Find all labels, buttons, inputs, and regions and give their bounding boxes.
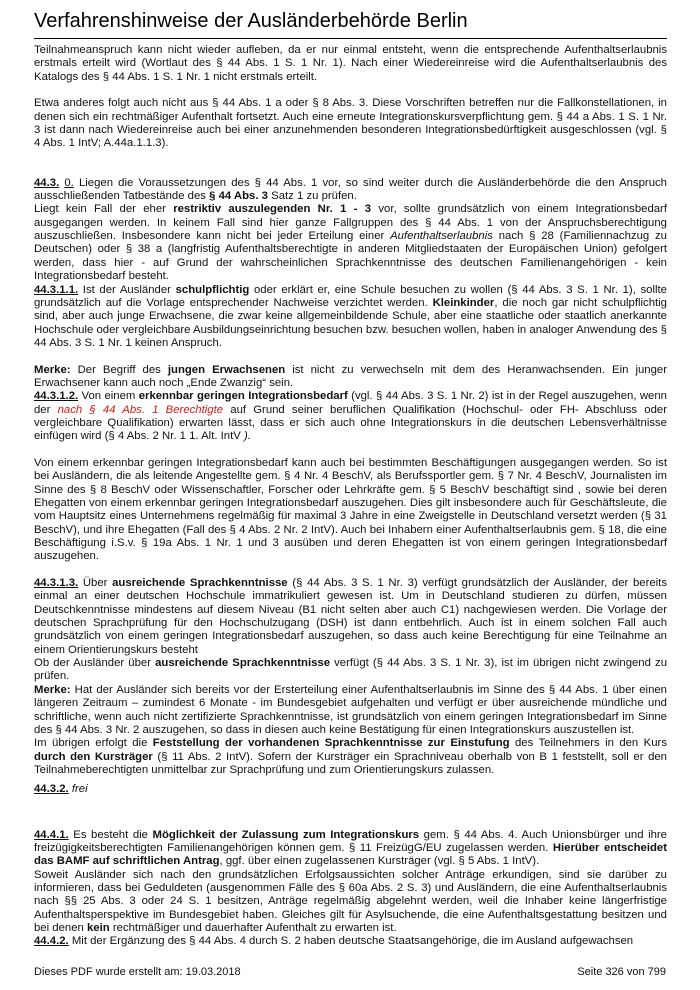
text: Hat der Ausländer sich bereits vor der Ersterteilung einer Aufenthaltserlaubnis im Sinne des § 44 Abs. 1 über einen längeren Zeitraum – zumindest 6 Monate - im Bundesgebiet aufgehalten und verfügt er über ausreichende mündliche und schriftliche, wenn auch nicht zertifizierte Sprachkenntnisse, ist grundsätzlich von einem geringen Integrationsbedarf im Sinne des § 44 Abs. 3 Nr. 2 auszugehen, so dass in diesen auch keine Bestätigung für einen Integrationskurs auszustellen ist. bbox=[34, 683, 667, 736]
text: verfügt (§ 44 Abs. 3 S. 1 Nr. 3), ist im übrigen nicht zwingend zu prüfen. bbox=[34, 657, 668, 683]
italic-text: ). bbox=[243, 430, 251, 443]
text: rechtmäßiger und dauerhafter Aufenthalt zu erwarten ist. bbox=[109, 921, 397, 934]
italic-text: frei bbox=[68, 783, 88, 796]
text: oder erklärt er, eine Schule besuchen zu wollen (§ 44 Abs. 3 S. 1 Nr. 1), sollte grundsätzlich auf die Vorlage entsprechender Nachweise verzichtet werden. bbox=[34, 283, 667, 309]
bold-text: jungen Erwachsenen bbox=[167, 363, 286, 376]
section-number: 44.3.1.2. bbox=[34, 390, 79, 403]
text: Soweit Ausländer sich nach den grundsätzlichen Erfolgsaussichten solcher Anträge erkundigen, sind sie darüber zu informieren, dass bei Geduldeten (ausgenommen Fälle des § 60a Abs. 2 S. 3) und Ausländern, die eine Aufenthaltserlaubnis nach §§ 25 Abs. 3 oder 24 S. 1 besitzen, Anträge regelmäßig abgelehnt werden, weil die Inhaber keine längerfristige Aufenthaltsperspektive im Bundesgebiet haben. Gleiches gilt für Asylsuchende, die eine Aufenthaltsgestattung besitzen und bei denen bbox=[34, 868, 667, 934]
bold-text: § 44 Abs. 3 bbox=[209, 190, 268, 203]
text: (§ 44 Abs. 3 S. 1 Nr. 3) verfügt grundsätzlich der Ausländer, der bereits einmal an einer deutschen Hochschule immatrikuliert gewesen ist. Um in Deutschland studieren zu dürfen, müssen Deutschkenntnisse mindestens auf diesem Niveau (B1 nicht selten aber auch C1) nachgewiesen werden. Die Vorlage der deutschen Sprachprüfung für den Hochschulzugang (DSH) ist dann entbehrlich. Auch ist in einem solchen Fall auch grundsätzlich von einem geringen Integrationsbedarf auszugehen, so dass auch keine Berechtigung für eine Teilnahme an einem Orientierungskurs besteht bbox=[34, 577, 667, 656]
section-number: 44.3.1.3. bbox=[34, 577, 79, 590]
text: Liegt kein Fall der eher bbox=[34, 203, 174, 216]
bold-text: Kleinkinder bbox=[432, 296, 495, 309]
section-44-3-1-1 bbox=[34, 284, 667, 351]
text: Im übrigen erfolgt die bbox=[34, 737, 153, 750]
text: , ggf. über einen zugelassenen Kursträger (vgl. § 5 Abs. 1 IntV). bbox=[219, 855, 540, 868]
bold-text: ausreichende Sprachkenntnisse bbox=[112, 577, 288, 590]
bold-text: erkennbar geringen Integrationsbedarf bbox=[138, 390, 348, 403]
section-number: 44.4.1. bbox=[34, 828, 69, 841]
red-inserted-text: nach § 44 Abs. 1 Berechtigte bbox=[57, 403, 224, 416]
section-number: 44.3.2. bbox=[34, 783, 69, 796]
section-number: 44.3. bbox=[34, 176, 60, 189]
text: vor, sollte grundsätzlich von einem Integrationsbedarf ausgegangen werden. In keinem Fall sind hier ganze Fallgruppen des § 44 Abs. 1 von der Anspruchsberechtigung auszuschließen. Insbesondere kann nicht bei jeder Erteilung einer bbox=[34, 203, 667, 243]
text: (§ 11 Abs. 2 IntV). Sofern der Kursträger ein Sprachniveau oberhalb von B 1 feststellt, soll er den Teilnahmeberechtigten unmittelbar zur Sprachprüfung und zum Orientierungskurs zulassen. bbox=[34, 750, 667, 776]
merke-junge-erwachsene bbox=[34, 364, 667, 391]
text: des Teilnehmers in den Kurs bbox=[509, 737, 667, 750]
title-divider bbox=[34, 38, 667, 39]
footer-created-date: Dieses PDF wurde erstellt am: 19.03.2018 bbox=[34, 966, 241, 978]
text: Es besteht die bbox=[68, 828, 153, 841]
text: Satz 1 zu prüfen. bbox=[267, 190, 357, 203]
section-44-3-2 bbox=[34, 783, 667, 796]
section-44-3 bbox=[34, 177, 667, 284]
footer-page-number: Seite 326 von 799 bbox=[577, 966, 666, 978]
text: Ist der Ausländer bbox=[78, 283, 176, 296]
text: Ob der Ausländer über bbox=[34, 657, 156, 670]
bold-text: ausreichende Sprachkenntnisse bbox=[155, 657, 331, 670]
bold-text: restriktiv auszulegenden Nr. 1 - 3 bbox=[173, 203, 372, 216]
paragraph-teilnahmeanspruch: Teilnahmeanspruch kann nicht wieder aufleben, da er nur einmal entsteht, wenn die entsprechende Aufenthaltserlaubnis erstmals erteilt wird (Wortlaut des § 44 Abs. 1 S. 1 Nr. 1). Nach einer Wiedereinreise wird die Aufenthaltserlaubnis des Katalogs des § 44 Abs. 1 S. 1 Nr. 1 nicht erstmals erteilt. bbox=[34, 44, 667, 83]
paragraph-beschaeftigungen: Von einem erkennbar geringen Integrationsbedarf kann auch bei bestimmten Beschäftigungen ausgegangen werden. So ist bei Ausländern, die als leitende Angestellte gem. § 4 Nr. 4 BeschV, als Berufssportler gem. § 7 Nr. 4 BeschV, Journalisten im Sinne des § 8 BeschV oder Wissenschaftler, Forscher oder Lehrkräfte gem. § 5 BeschV beschäftigt sind , sowie bei deren Ehegatten von einem erkennbar geringen Integrationsbedarf auszugehen. Dies gilt insbesondere auch für Geschäftsleute, die vom Hauptsitz eines Unternehmens regelmäßig für maximal 3 Jahre in eine Zweigstelle in Deutschland versetzt werden (§ 31 BeschV), und ihre Ehegatten (Fall des § 4 Abs. 2 Nr. 2 IntV). Auch bei Inhabern einer Aufenthaltserlaubnis gem. § 18, die eine Beschäftigung i.S.v. § 19a Abs. 1 Nr. 1 und 3 ausüben und deren Ehegatten ist von einem geringen Integrationsbedarf auszugehen. bbox=[34, 456, 667, 563]
text: Von einem bbox=[78, 390, 139, 403]
document-body bbox=[34, 44, 667, 949]
bold-text: Feststellung der vorhandenen Sprachkenntnisse zur Einstufung bbox=[152, 737, 510, 750]
bold-text: schulpflichtig bbox=[175, 283, 250, 296]
text: Mit der Ergänzung des § 44 Abs. 4 durch S. 2 haben deutsche Staatsangehörige, die im Ausland aufgewachsen bbox=[68, 935, 634, 948]
subsection-number: 0. bbox=[64, 176, 74, 189]
text: auf Grund seiner beruflichen Qualifikation (Hochschul- oder FH- Abschluss oder vergleichbare Qualifikation) erwarten lässt, dass er sich auch ohne Integrationskurs in die deutschen Lebensverhältnisse einfügen wird (§ 4 Abs. 2 Nr. 1 1. Alt. IntV bbox=[34, 403, 667, 443]
section-44-3-1-2 bbox=[34, 390, 667, 443]
bold-text: Hierüber entscheidet das BAMF auf schriftlichen Antrag bbox=[34, 841, 667, 868]
merke-sprachkenntnisse bbox=[34, 684, 667, 777]
text: , die noch gar nicht schulpflichtig sind, aber auch junge Erwachsene, die zwar keine allgemeinbildende Schule, aber eine staatliche oder staatlich anerkannte Hochschule oder vergleichbare Ausbildungseinrichtung besuchen bzw. besuchen wollen, haben in analoger Anwendung des § 44 Abs. 3 S. 1 Nr. 1 keinen Anspruch. bbox=[34, 296, 667, 349]
section-number: 44.4.2. bbox=[34, 935, 69, 948]
section-44-3-1-3 bbox=[34, 577, 667, 684]
text: nach § 28 (Familiennachzug zu Deutschen) oder § 38 a (langfristig Aufenthaltsberechtigte in anderen Mitgliedstaaten der Europäischen Union) gefolgert werden, dass hier - auf Grund der wahrscheinlichen Sprachkenntnisse des deutschen Familienangehörigen - kein Integrationsbedarf besteht. bbox=[34, 230, 667, 283]
text: Der Begriff des bbox=[70, 363, 168, 376]
text: (vgl. § 44 Abs. 3 S. 1 Nr. 2) ist in der Regel auszugehen, wenn der bbox=[34, 390, 667, 416]
bold-text: Möglichkeit der Zulassung zum Integrationskurs bbox=[152, 828, 420, 841]
text: ist nicht zu verwechseln mit dem des Heranwachsenden. Ein junger Erwachsener kann auch noch „Ende Zwanzig“ sein. bbox=[34, 363, 667, 389]
section-number: 44.3.1.1. bbox=[34, 283, 79, 296]
text: Über bbox=[78, 577, 113, 590]
bold-text: kein bbox=[87, 921, 110, 934]
paragraph-etwa-anderes: Etwa anderes folgt auch nicht aus § 44 Abs. 1 a oder § 8 Abs. 3. Diese Vorschriften betreffen nur die Fallkonstellationen, in denen sich ein rechtmäßiger Aufenthalt fortsetzt. Auch eine erneute Integrationskursverpflichtung gem. § 44 a Abs. 1 S. 1 Nr. 3 ist dann nach Wiedereinreise auch bei einer anzunehmenden besonderen Integrationsbedürftigkeit ausgeschlossen (vgl. § 4 Abs. 1 IntV; A.44a.1.1.3). bbox=[34, 97, 667, 150]
italic-text: Aufenthaltserlaubnis bbox=[390, 230, 493, 243]
merke-label: Merke: bbox=[34, 363, 71, 376]
bold-text: durch den Kursträger bbox=[34, 750, 153, 763]
text: Liegen die Voraussetzungen des § 44 Abs. 1 vor, so sind weiter durch die Ausländerbehörde die den Anspruch ausschließenden Tatbestände des bbox=[34, 176, 667, 203]
section-44-4-1 bbox=[34, 829, 667, 936]
text: gem. § 44 Abs. 4. Auch Unionsbürger und ihre freizügigkeitsberechtigten Familienangehörigen können gem. § 11 FreizügG/EU zugelassen werden. bbox=[34, 828, 667, 854]
page-title: Verfahrenshinweise der Ausländerbehörde Berlin bbox=[34, 10, 468, 32]
merke-label: Merke: bbox=[34, 683, 71, 696]
section-44-4-2 bbox=[34, 935, 667, 948]
